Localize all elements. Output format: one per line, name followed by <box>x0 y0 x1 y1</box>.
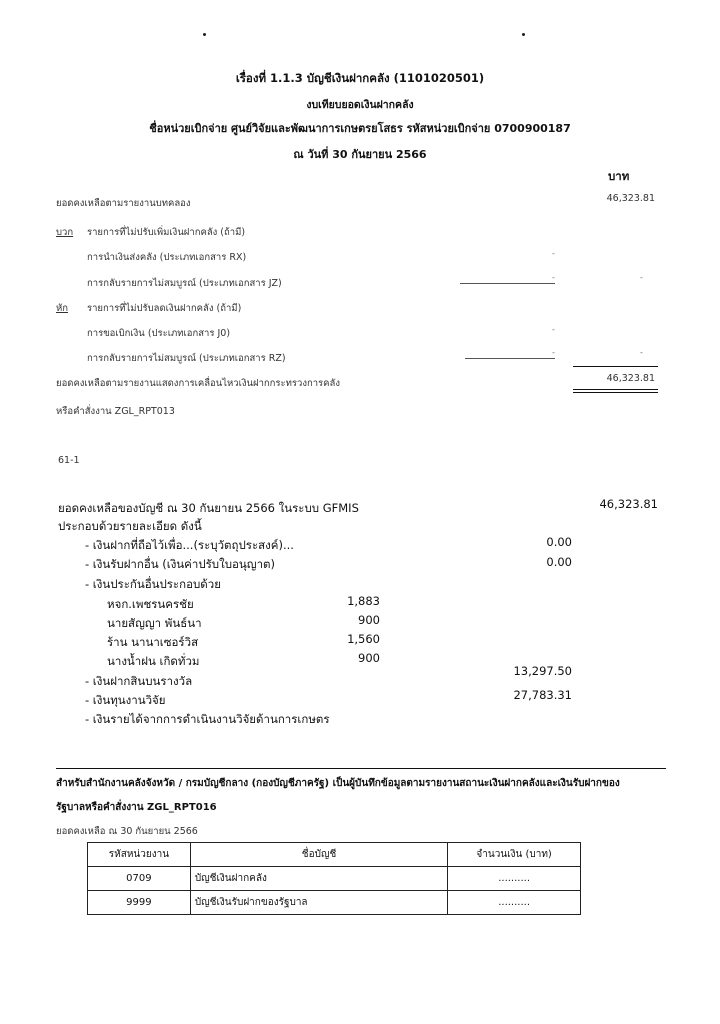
guarantee-name: ร้าน นานาเซอร์วิส <box>107 635 199 649</box>
table-row <box>88 867 581 891</box>
less-subtotal-line <box>465 358 555 359</box>
scan-dot-right <box>522 33 525 36</box>
less-item-label: การขอเบิกเงิน (ประเภทเอกสาร J0) <box>87 328 231 339</box>
guarantee-amount: 900 <box>358 651 380 665</box>
column-header: จำนวนเงิน (บาท) <box>448 843 581 867</box>
detail-item-label: - เงินฝากสินบนรางวัล <box>85 674 193 688</box>
account-name-cell: บัญชีเงินรับฝากของรัฐบาล <box>190 891 447 915</box>
add-subtotal-line <box>460 283 555 284</box>
add-item-value: - <box>552 273 555 282</box>
add-item-label: การกลับรายการไม่สมบูรณ์ (ประเภทเอกสาร JZ) <box>87 278 282 289</box>
add-label: บวก <box>56 227 74 238</box>
amount-cell: .......... <box>448 891 581 915</box>
add-item-value: - <box>552 249 555 258</box>
gfmis-balance-value: 46,323.81 <box>599 497 658 511</box>
closing-balance-label: ยอดคงเหลือตามรายงานแสดงการเคลื่อนไหวเงินฝากกระทรวงการคลัง <box>56 378 340 389</box>
less-label: หัก <box>56 303 69 314</box>
detail-item-label: - เงินรายได้จากการดำเนินงานวิจัยด้านการเกษตร <box>85 712 330 726</box>
guarantee-name: นางน้ำฝน เกิดทั่วม <box>107 654 200 668</box>
report-reference: หรือคำสั่งงาน ZGL_RPT013 <box>56 406 175 417</box>
unit-code-cell: 9999 <box>88 891 191 915</box>
detail-item-value: 27,783.31 <box>513 688 572 702</box>
closing-balance-value: 46,323.81 <box>606 373 655 384</box>
account-table <box>87 842 581 915</box>
footer-balance-line: ยอดคงเหลือ ณ 30 กันยายน 2566 <box>56 826 198 837</box>
column-header: ชื่อบัญชี <box>190 843 447 867</box>
add-item-total: - <box>640 273 643 282</box>
closing-double-rule-1 <box>573 389 658 390</box>
detail-item-value: 0.00 <box>546 555 572 569</box>
detail-item-label: - เงินประกันอื่นประกอบด้วย <box>85 577 221 591</box>
footer-note: สำหรับสำนักงานคลังจังหวัด / กรมบัญชีกลาง (กองบัญชีภาครัฐ) เป็นผู้บันทึกข้อมูลตามรายงานสถานะเงินฝากคลังและเงินรับฝากของ <box>56 778 620 789</box>
account-name-cell: บัญชีเงินฝากคลัง <box>190 867 447 891</box>
opening-balance-label: ยอดคงเหลือตามรายงานบทคลอง <box>56 198 191 209</box>
add-item-label: การนำเงินส่งคลัง (ประเภทเอกสาร RX) <box>87 252 247 263</box>
detail-item-value: 13,297.50 <box>513 664 572 678</box>
less-item-total: - <box>640 348 643 357</box>
detail-item-label: - เงินรับฝากอื่น (เงินค่าปรับใบอนุญาต) <box>85 557 275 571</box>
guarantee-name: นายสัญญา พันธ์นา <box>107 616 202 630</box>
guarantee-amount: 1,883 <box>347 594 380 608</box>
guarantee-amount: 900 <box>358 613 380 627</box>
closing-double-rule-2 <box>573 392 658 393</box>
footer-note-continued: รัฐบาลหรือคำสั่งงาน ZGL_RPT016 <box>56 802 217 813</box>
detail-label: ประกอบด้วยรายละเอียด ดังนี้ <box>58 519 202 533</box>
date-line: ณ วันที่ 30 กันยายน 2566 <box>293 148 427 161</box>
detail-item-label: - เงินฝากที่ถือไว้เพื่อ...(ระบุวัตถุประสงค์)... <box>85 538 294 552</box>
guarantee-amount: 1,560 <box>347 632 380 646</box>
currency-label: บาท <box>608 169 630 183</box>
less-item-value: - <box>552 348 555 357</box>
table-header-row <box>88 843 581 867</box>
amount-cell: .......... <box>448 867 581 891</box>
opening-balance-value: 46,323.81 <box>606 193 655 204</box>
gfmis-balance-label: ยอดคงเหลือของบัญชี ณ 30 กันยายน 2566 ในระบบ GFMIS <box>58 501 359 515</box>
unit-code-cell: 0709 <box>88 867 191 891</box>
detail-item-value: 0.00 <box>546 535 572 549</box>
document-title: เรื่องที่ 1.1.3 บัญชีเงินฝากคลัง (1101020501) <box>235 71 485 85</box>
column-header: รหัสหน่วยงาน <box>88 843 191 867</box>
less-description: รายการที่ไม่ปรับลดเงินฝากคลัง (ถ้ามี) <box>87 303 242 314</box>
document-subtitle: งบเทียบยอดเงินฝากคลัง <box>306 99 414 111</box>
guarantee-name: หจก.เพชรนครชัย <box>107 597 194 611</box>
unit-line: ชื่อหน่วยเบิกจ่าย ศูนย์วิจัยและพัฒนาการเกษตรยโสธร รหัสหน่วยเบิกจ่าย 0700900187 <box>149 122 571 135</box>
less-item-value: - <box>552 325 555 334</box>
closing-top-rule <box>573 366 658 367</box>
reference-code: 61-1 <box>58 455 80 466</box>
add-description: รายการที่ไม่ปรับเพิ่มเงินฝากคลัง (ถ้ามี) <box>87 227 246 238</box>
footer-separator <box>56 768 666 769</box>
less-item-label: การกลับรายการไม่สมบูรณ์ (ประเภทเอกสาร RZ) <box>87 353 286 364</box>
table-row <box>88 891 581 915</box>
scan-dot-left <box>203 33 206 36</box>
detail-item-label: - เงินทุนงานวิจัย <box>85 693 166 707</box>
